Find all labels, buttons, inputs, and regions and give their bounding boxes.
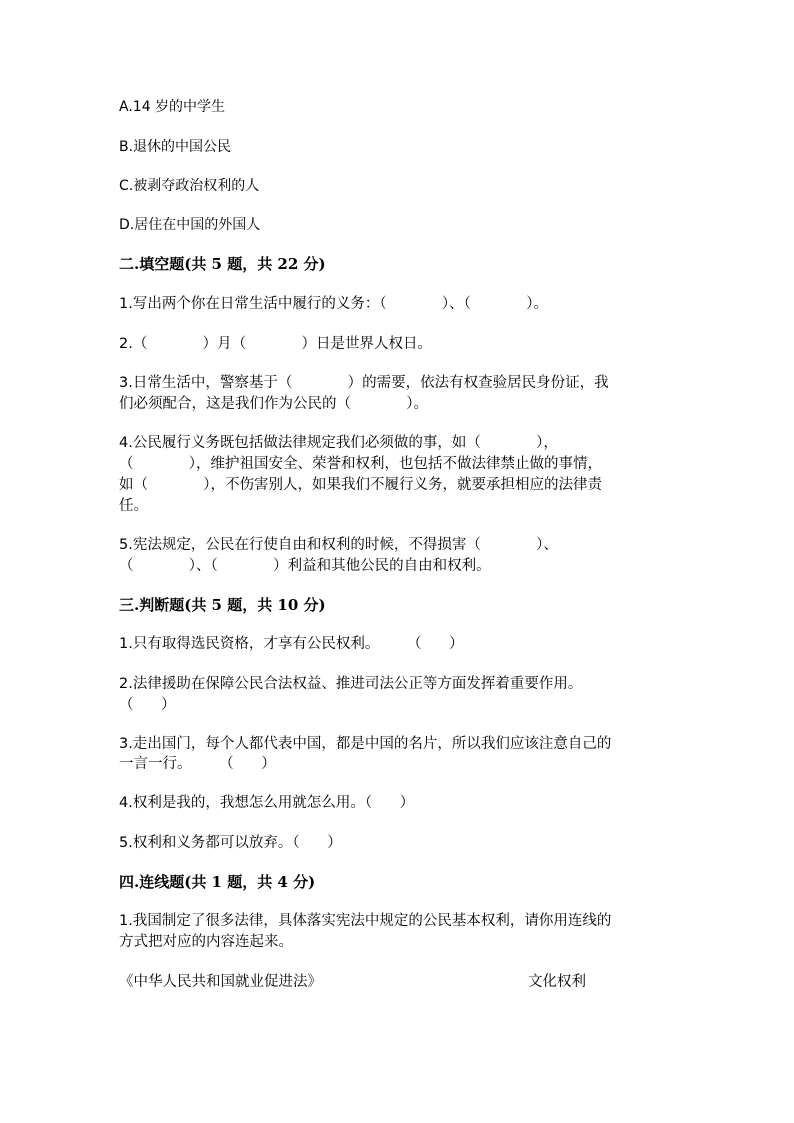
judge-question-2-line-1: 2.法律援助在保障公民合法权益、推进司法公正等方面发挥着重要作用。	[119, 676, 583, 692]
option-b: B.退休的中国公民	[119, 139, 232, 155]
match-right-item: 文化权利	[528, 974, 586, 990]
fill-question-2: 2.（ ）月（ ）日是世界人权日。	[119, 336, 432, 352]
judge-question-1: 1.只有取得选民资格，才享有公民权利。 （ ）	[119, 636, 464, 652]
match-left-item: 《中华人民共和国就业促进法》	[119, 974, 322, 990]
option-d: D.居住在中国的外国人	[119, 217, 261, 233]
section-fill-blank-title: 二.填空题(共 5 题，共 22 分)	[119, 255, 326, 273]
match-question-1-line-1: 1.我国制定了很多法律，具体落实宪法中规定的公民基本权利，请你用连线的	[119, 913, 612, 929]
judge-question-5: 5.权利和义务都可以放弃。（ ）	[119, 835, 342, 851]
fill-question-4-line-1: 4.公民履行义务既包括做法律规定我们必须做的事，如（ ），	[119, 435, 558, 451]
fill-question-3-line-2: 们必须配合，这是我们作为公民的（ ）。	[119, 396, 429, 412]
match-question-1-line-2: 方式把对应的内容连起来。	[119, 934, 293, 950]
fill-question-1: 1.写出两个你在日常生活中履行的义务：（ ）、（ ）。	[119, 296, 548, 312]
judge-question-3-line-2: 一言一行。 （ ）	[119, 756, 276, 772]
judge-question-3-line-1: 3.走出国门，每个人都代表中国，都是中国的名片，所以我们应该注意自己的	[119, 736, 612, 752]
section-judgement-title: 三.判断题(共 5 题，共 10 分)	[119, 596, 326, 614]
option-c: C.被剥夺政治权利的人	[119, 178, 260, 194]
option-a: A.14 岁的中学生	[119, 99, 226, 115]
section-matching-title: 四.连线题(共 1 题，共 4 分)	[119, 873, 316, 891]
judge-question-2-line-2: （ ）	[119, 697, 176, 713]
fill-question-4-line-2: （ ），维护祖国安全、荣誉和权利，也包括不做法律禁止做的事情，	[119, 456, 603, 472]
fill-question-3-line-1: 3.日常生活中，警察基于（ ）的需要，依法有权查验居民身份证，我	[119, 375, 609, 391]
fill-question-4-line-3: 如（ ），不伤害别人，如果我们不履行义务，就要承担相应的法律责	[119, 477, 603, 493]
fill-question-5-line-1: 5.宪法规定，公民在行使自由和权利的时候，不得损害（ ）、	[119, 537, 558, 553]
judge-question-4: 4.权利是我的，我想怎么用就怎么用。（ ）	[119, 795, 415, 811]
fill-question-5-line-2: （ ）、（ ）利益和其他公民的自由和权利。	[119, 558, 491, 574]
fill-question-4-line-4: 任。	[119, 498, 148, 514]
